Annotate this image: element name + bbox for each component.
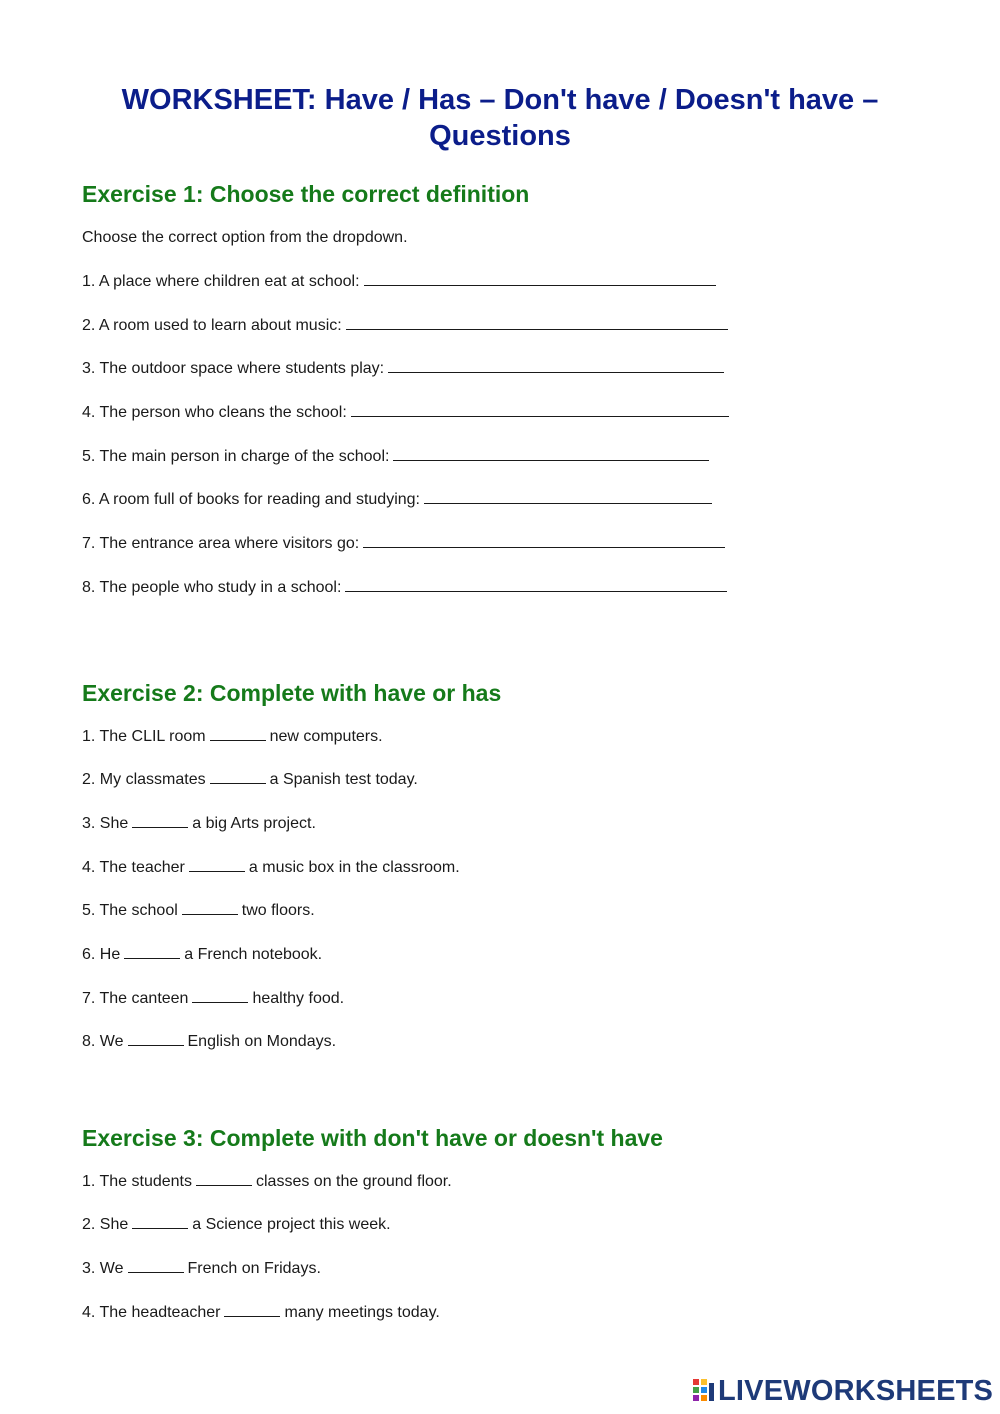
- sentence-start: 6. He: [82, 946, 121, 963]
- exercise-1-item-text: 2. A room used to learn about music:: [82, 317, 342, 334]
- answer-blank[interactable]: [224, 1302, 280, 1317]
- sentence-start: 4. The teacher: [82, 859, 185, 876]
- answer-dropdown[interactable]: [363, 533, 725, 548]
- sentence-end: two floors.: [241, 902, 315, 919]
- exercise-2-item: [82, 1031, 336, 1052]
- sentence-start: 1. The CLIL room: [82, 728, 206, 745]
- exercise-2-item: [82, 944, 322, 965]
- sentence-end: a music box in the classroom.: [248, 859, 460, 876]
- exercise-1-item-text: 4. The person who cleans the school:: [82, 404, 347, 421]
- sentence-end: English on Mondays.: [187, 1033, 337, 1050]
- sentence-end: classes on the ground floor.: [256, 1173, 452, 1190]
- sentence-end: many meetings today.: [284, 1304, 440, 1321]
- exercise-2-item: [82, 813, 316, 834]
- sentence-start: 8. We: [82, 1033, 124, 1050]
- liveworksheets-logo-icon: [693, 1379, 715, 1403]
- exercise-2-item: [82, 726, 383, 747]
- sentence-start: 3. She: [82, 815, 129, 832]
- sentence-end: a Science project this week.: [192, 1216, 391, 1233]
- answer-dropdown[interactable]: [364, 271, 716, 286]
- exercise-1-item: [82, 489, 712, 510]
- exercise-1-heading: Exercise 1: Choose the correct definition: [82, 181, 530, 207]
- answer-blank[interactable]: [192, 988, 248, 1003]
- sentence-end: a French notebook.: [184, 946, 323, 963]
- answer-blank[interactable]: [128, 1031, 184, 1046]
- exercise-1-item-text: 7. The entrance area where visitors go:: [82, 535, 360, 552]
- exercise-1-item: [82, 446, 709, 467]
- exercise-1-instruction: Choose the correct option from the dropdown.: [82, 229, 408, 246]
- sentence-start: 1. The students: [82, 1173, 192, 1190]
- sentence-start: 4. The headteacher: [82, 1304, 221, 1321]
- exercise-3-item: [82, 1171, 452, 1192]
- answer-dropdown[interactable]: [393, 446, 709, 461]
- exercise-1-item-text: 8. The people who study in a school:: [82, 579, 342, 596]
- exercise-1-item-text: 3. The outdoor space where students play:: [82, 360, 385, 377]
- exercise-2-item: [82, 900, 315, 921]
- exercise-2-item: [82, 769, 418, 790]
- exercise-2-item: [82, 857, 460, 878]
- exercise-1-item-text: 6. A room full of books for reading and studying:: [82, 491, 420, 508]
- exercise-1-item: [82, 315, 728, 336]
- sentence-end: a big Arts project.: [192, 815, 316, 832]
- sentence-start: 7. The canteen: [82, 990, 189, 1007]
- exercise-3-item: [82, 1214, 391, 1235]
- sentence-start: 3. We: [82, 1260, 124, 1277]
- liveworksheets-logo[interactable]: [693, 1376, 993, 1406]
- sentence-end: French on Fridays.: [187, 1260, 321, 1277]
- answer-dropdown[interactable]: [346, 315, 728, 330]
- answer-blank[interactable]: [132, 1214, 188, 1229]
- answer-dropdown[interactable]: [388, 358, 724, 373]
- exercise-1-item: [82, 358, 724, 379]
- sentence-end: a Spanish test today.: [269, 771, 418, 788]
- sentence-end: new computers.: [269, 728, 383, 745]
- answer-blank[interactable]: [210, 769, 266, 784]
- liveworksheets-logo-text: LIVEWORKSHEETS: [718, 1375, 994, 1407]
- answer-blank[interactable]: [182, 900, 238, 915]
- answer-dropdown[interactable]: [345, 577, 727, 592]
- sentence-start: 2. My classmates: [82, 771, 206, 788]
- exercise-1-item-text: 5. The main person in charge of the school:: [82, 448, 390, 465]
- answer-blank[interactable]: [124, 944, 180, 959]
- exercise-2-heading: Exercise 2: Complete with have or has: [82, 680, 502, 706]
- exercise-1-item: [82, 533, 725, 554]
- exercise-3-item: [82, 1258, 321, 1279]
- sentence-start: 2. She: [82, 1216, 129, 1233]
- exercise-1-item: [82, 271, 716, 292]
- answer-blank[interactable]: [210, 726, 266, 741]
- answer-blank[interactable]: [189, 857, 245, 872]
- answer-blank[interactable]: [132, 813, 188, 828]
- exercise-3-item: [82, 1302, 440, 1323]
- answer-blank[interactable]: [196, 1171, 252, 1186]
- exercise-1-item-text: 1. A place where children eat at school:: [82, 273, 360, 290]
- sentence-start: 5. The school: [82, 902, 178, 919]
- sentence-end: healthy food.: [252, 990, 345, 1007]
- answer-dropdown[interactable]: [424, 489, 712, 504]
- answer-blank[interactable]: [128, 1258, 184, 1273]
- exercise-2-item: [82, 988, 344, 1009]
- page-title: WORKSHEET: Have / Has – Don't have / Doesn't have – Questions: [121, 84, 879, 152]
- exercise-1-item: [82, 577, 727, 598]
- exercise-3-heading: Exercise 3: Complete with don't have or doesn't have: [82, 1125, 663, 1151]
- exercise-1-item: [82, 402, 729, 423]
- answer-dropdown[interactable]: [351, 402, 729, 417]
